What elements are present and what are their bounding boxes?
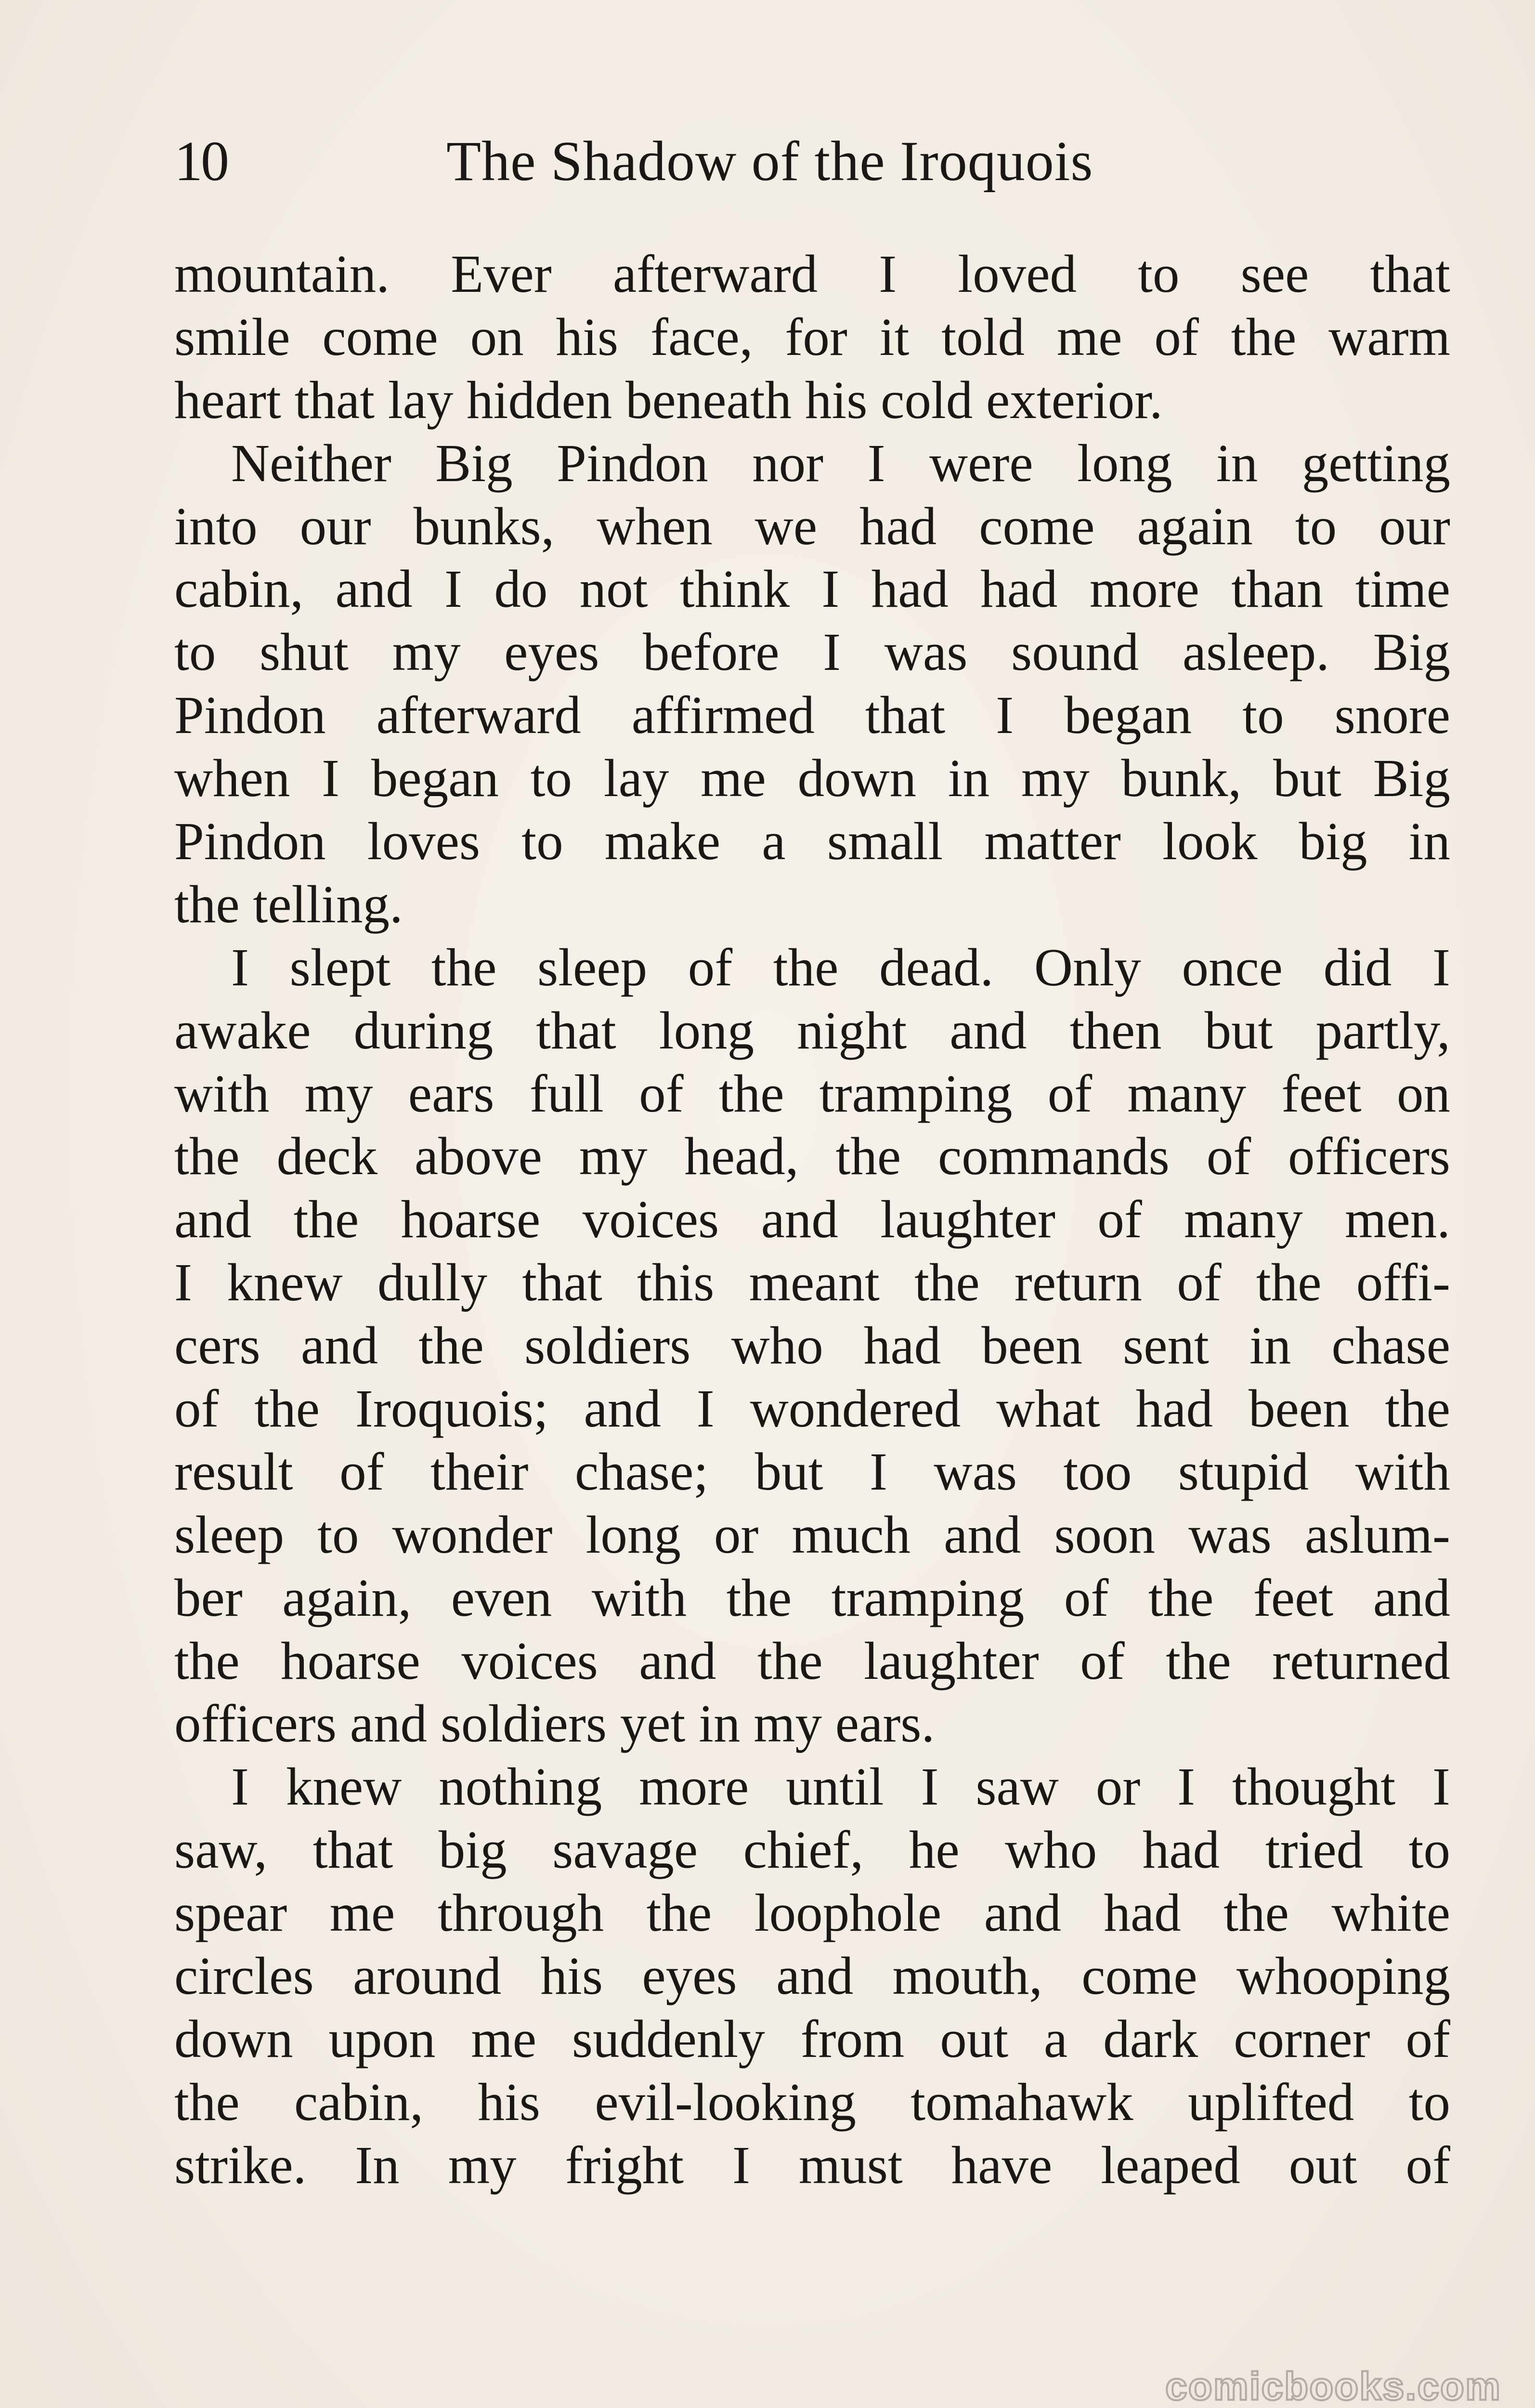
text-line: I knew nothing more until I saw or I thought I	[231, 1757, 1450, 1817]
text-line: Pindon loves to make a small matter look big in	[174, 812, 1450, 872]
text-line: cers and the soldiers who had been sent in chase	[174, 1316, 1450, 1376]
text-line: Pindon afterward affirmed that I began to snore	[174, 686, 1450, 746]
text-line: with my ears full of the tramping of many feet on	[174, 1064, 1450, 1124]
text-line: heart that lay hidden beneath his cold exterior.	[174, 370, 1163, 430]
text-line: spear me through the loophole and had the white	[174, 1884, 1450, 1943]
text-line: I knew dully that this meant the return of the offi-	[174, 1253, 1450, 1313]
text-line: Neither Big Pindon nor I were long in getting	[231, 433, 1450, 493]
text-line: of the Iroquois; and I wondered what had been the	[174, 1379, 1450, 1439]
text-line: ber again, even with the tramping of the feet and	[174, 1568, 1450, 1628]
text-line: I slept the sleep of the dead. Only once did I	[231, 938, 1450, 997]
text-line: the deck above my head, the commands of officers	[174, 1127, 1450, 1187]
running-title: The Shadow of the Iroquois	[446, 130, 1093, 193]
text-line: saw, that big savage chief, he who had tried to	[174, 1820, 1450, 1880]
text-line: the hoarse voices and the laughter of the returned	[174, 1631, 1450, 1691]
page-number: 10	[174, 130, 227, 193]
text-line: and the hoarse voices and laughter of many men.	[174, 1190, 1450, 1250]
text-line: when I began to lay me down in my bunk, but Big	[174, 749, 1450, 809]
text-line: smile come on his face, for it told me of the warm	[174, 307, 1450, 367]
text-line: into our bunks, when we had come again to our	[174, 497, 1450, 556]
text-line: the cabin, his evil-looking tomahawk uplifted to	[174, 2072, 1450, 2132]
text-line: the telling.	[174, 875, 403, 934]
text-line: strike. In my fright I must have leaped out of	[174, 2135, 1450, 2195]
page-header	[174, 123, 1450, 200]
text-line: sleep to wonder long or much and soon was aslum-	[174, 1505, 1450, 1565]
text-line: awake during that long night and then but partly,	[174, 1001, 1450, 1060]
text-line: mountain. Ever afterward I loved to see that	[174, 245, 1450, 304]
text-line: cabin, and I do not think I had had more than time	[174, 560, 1450, 619]
watermark: comicbooks.com	[1165, 2365, 1501, 2408]
text-line: to shut my eyes before I was sound asleep. Big	[174, 623, 1450, 682]
text-line: officers and soldiers yet in my ears.	[174, 1694, 935, 1754]
text-line: down upon me suddenly from out a dark corner of	[174, 2009, 1450, 2069]
body-text	[174, 243, 1450, 2198]
text-line: result of their chase; but I was too stupid with	[174, 1442, 1450, 1502]
text-line: circles around his eyes and mouth, come whooping	[174, 1947, 1450, 2006]
